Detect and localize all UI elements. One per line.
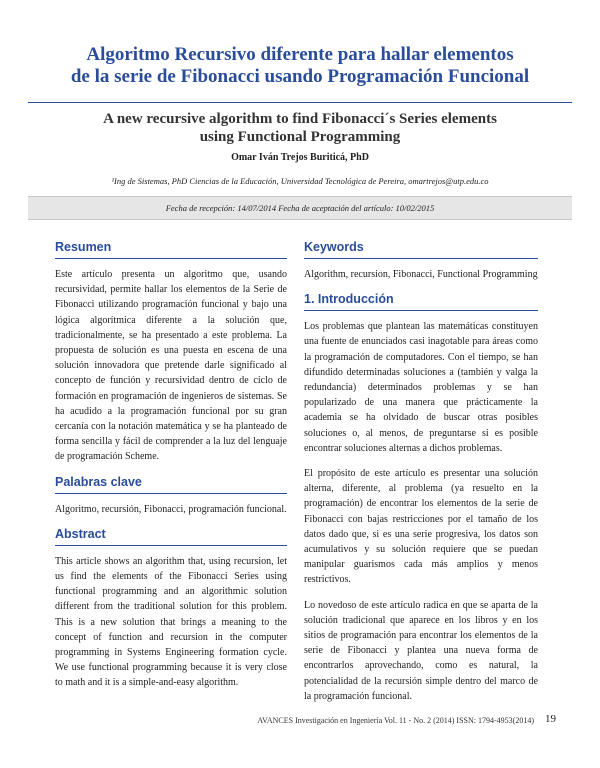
- left-column: [55, 240, 287, 701]
- title-divider: [28, 102, 572, 103]
- title-spanish-line-1: Algoritmo Recursivo diferente para hallar elementos: [86, 44, 514, 65]
- abstract-section: [55, 527, 287, 691]
- palabras-clave-section: [55, 475, 287, 517]
- keywords-heading: Keywords: [304, 240, 538, 259]
- title-english: [60, 110, 540, 146]
- introduccion-heading: 1. Introducción: [304, 292, 538, 311]
- abstract-text: This article shows an algorithm that, using recursion, let us find the elements of the Fibonacci Series using functional programming and an algorithmic solution different from the traditional solution for this problem. This is a new solution that brings a meaning to the concept of function and recursion in the computer programming in Systems Engineering formation cycle. We use functional programming because it is very close to math and it is a simple-and-easy algorithm.: [55, 555, 287, 689]
- abstract-heading: Abstract: [55, 527, 287, 546]
- page-number: 19: [545, 713, 556, 725]
- title-spanish-line-2: de la serie de Fibonacci usando Programación Funcional: [70, 66, 530, 87]
- keywords-text: Algorithm, recursion, Fibonacci, Functional Programming: [304, 269, 538, 280]
- resumen-section: [55, 240, 287, 465]
- introduccion-paragraph-1: Los problemas que plantean las matemáticas constituyen una fuente de enunciados casi inagotable para áreas como la programación de computadores. Con el tiempo, se han difundido determinadas soluciones a (también y valga la redundancia) determinados problemas y se han popularizado de una manera que prácticamente la academia se ha olvidado de buscar otras posibles soluciones o, al menos, de preguntarse si es posible encontrar soluciones alternas a dichos problemas.: [304, 321, 538, 454]
- title-english-line-1: A new recursive algorithm to find Fibonacci´s Series elements: [103, 111, 497, 127]
- author-affiliation: ¹Ing de Sistemas, PhD Ciencias de la Educación, Universidad Tecnológica de Pereira, omartrejos@utp.edu.co: [111, 176, 489, 186]
- introduccion-paragraph-2: El propósito de este artículo es presentar una solución alterna, diferente, al problema (ya resuelto en la programación) de encontrar los elementos de la serie de Fibonacci con bajas restricciones por el tamaño de los datos dado que, si es una serie progresiva, los datos son acumulativos y su solución requiere que se puedan manipular guarismos cada más amplios y menos restrictivos.: [304, 468, 538, 586]
- introduccion-section: [304, 292, 538, 704]
- right-column: [304, 240, 538, 714]
- resumen-heading: Resumen: [55, 240, 287, 259]
- author-name: Omar Iván Trejos Buriticá, PhD: [231, 152, 369, 163]
- title-english-line-2: using Functional Programming: [199, 129, 401, 145]
- dates-band: Fecha de recepción: 14/07/2014 Fecha de aceptación del artículo: 10/02/2015: [28, 196, 572, 220]
- palabras-clave-text: Algoritmo, recursión, Fibonacci, programación funcional.: [55, 503, 287, 515]
- introduccion-paragraph-3: Lo novedoso de este artículo radica en que se aparta de la solución tradicional que aparece en los libros y en los sitios de programación para encontrar los elementos de la serie de Fibonacci y plantea una nueva forma de encontrarlos aprovechando, como es natural, la potencialidad de la recursión simple dentro del marco de la programación funcional.: [304, 599, 538, 702]
- title-spanish: [40, 44, 560, 88]
- palabras-clave-heading: Palabras clave: [55, 475, 287, 494]
- keywords-section: [304, 240, 538, 282]
- resumen-text: Este artículo presenta un algoritmo que, usando recursividad, permite hallar los elementos de la Serie de Fibonacci utilizando programación funcional y bajo una lógica algorítmica diferente a la solución que, tradicionalmente, se ha presentado a este problema. La propuesta de solución es una puesta en escena de una solución innovadora que pretende darle significado al concepto de función y recursividad dentro de ciclo de formación en programación de ingenieros de sistemas. Se ha acudido a la programación funcional por su gran cercanía con la notación matemática y se ha planteado de forma sencilla y fácil de comprender a la luz del lenguaje de programación Scheme.: [55, 269, 287, 463]
- journal-footer: AVANCES Investigación en Ingeniería Vol. 11 - No. 2 (2014) ISSN: 1794-4953(2014): [257, 716, 534, 725]
